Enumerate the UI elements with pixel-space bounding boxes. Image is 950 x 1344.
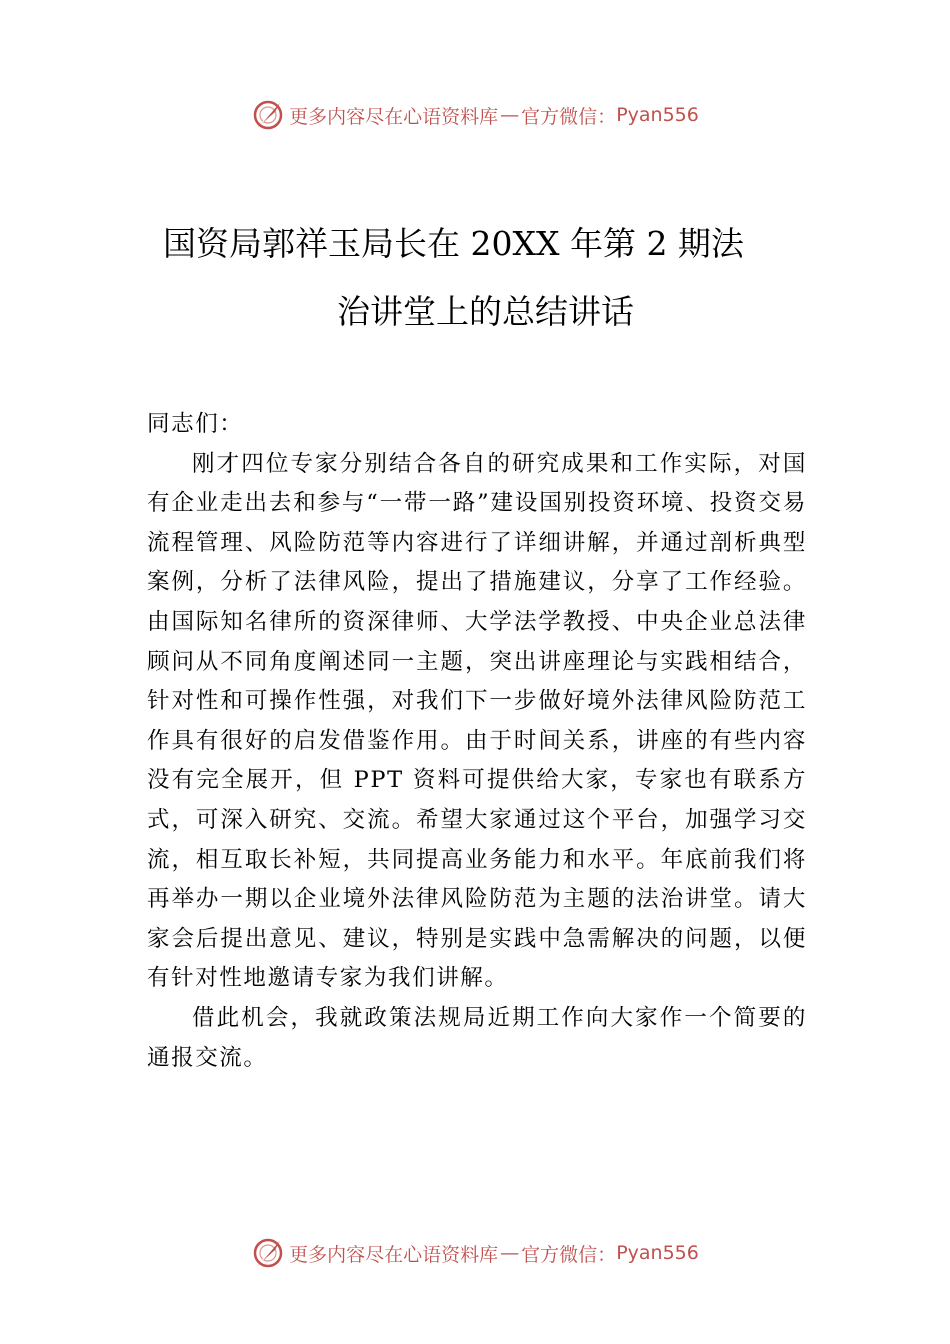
paragraph-2: 借此机会，我就政策法规局近期工作向大家作一个简要的通报交流。 bbox=[147, 1004, 807, 1071]
banner-text: 更多内容尽在心语资料库 bbox=[289, 1243, 499, 1266]
header-banner bbox=[0, 95, 950, 135]
quill-logo-icon bbox=[251, 1236, 285, 1270]
banner-wechat-label: 官方微信： bbox=[521, 105, 617, 128]
greeting: 同志们： bbox=[147, 411, 244, 437]
banner-separator: — bbox=[500, 104, 520, 126]
banner-wechat-label: 官方微信： bbox=[521, 1243, 617, 1266]
document-body bbox=[147, 405, 807, 1078]
paragraph-1: 刚才四位专家分别结合各自的研究成果和工作实际，对国有企业走出去和参与“一带一路”建设国别投资环境、投资交易流程管理、风险防范等内容进行了详细讲解，并通过剖析典型案例，分析了法律风险，提出了措施建议，分享了工作经验。由国际知名律所的资深律师、大学法学教授、中央企业总法律顾问从不同角度阐述同一主题，突出讲座理论与实践相结合，针对性和可操作性强，对我们下一步做好境外法律风险防范工作具有很好的启发借鉴作用。由于时间关系，讲座的有些内容没有完全展开，但 PPT 资料可提供给大家，专家也有联系方式，可深入研究、交流。希望大家通过这个平台，加强学习交流，相互取长补短，共同提高业务能力和水平。年底前我们将再举办一期以企业境外法律风险防范为主题的法治讲堂。请大家会后提出意见、建议，特别是实践中急需解决的问题，以便有针对性地邀请专家为我们讲解。 bbox=[147, 450, 807, 992]
banner-wechat-id: Pyan556 bbox=[616, 104, 699, 126]
banner-wechat-id: Pyan556 bbox=[616, 1242, 699, 1264]
quill-logo-icon bbox=[251, 98, 285, 132]
banner-separator: — bbox=[500, 1242, 520, 1264]
title-line-1: 国资局郭祥玉局长在 20XX 年第 2 期法 bbox=[163, 224, 744, 263]
title-line-2: 治讲堂上的总结讲话 bbox=[337, 292, 634, 331]
banner-text: 更多内容尽在心语资料库 bbox=[289, 105, 499, 128]
footer-banner bbox=[0, 1233, 950, 1273]
